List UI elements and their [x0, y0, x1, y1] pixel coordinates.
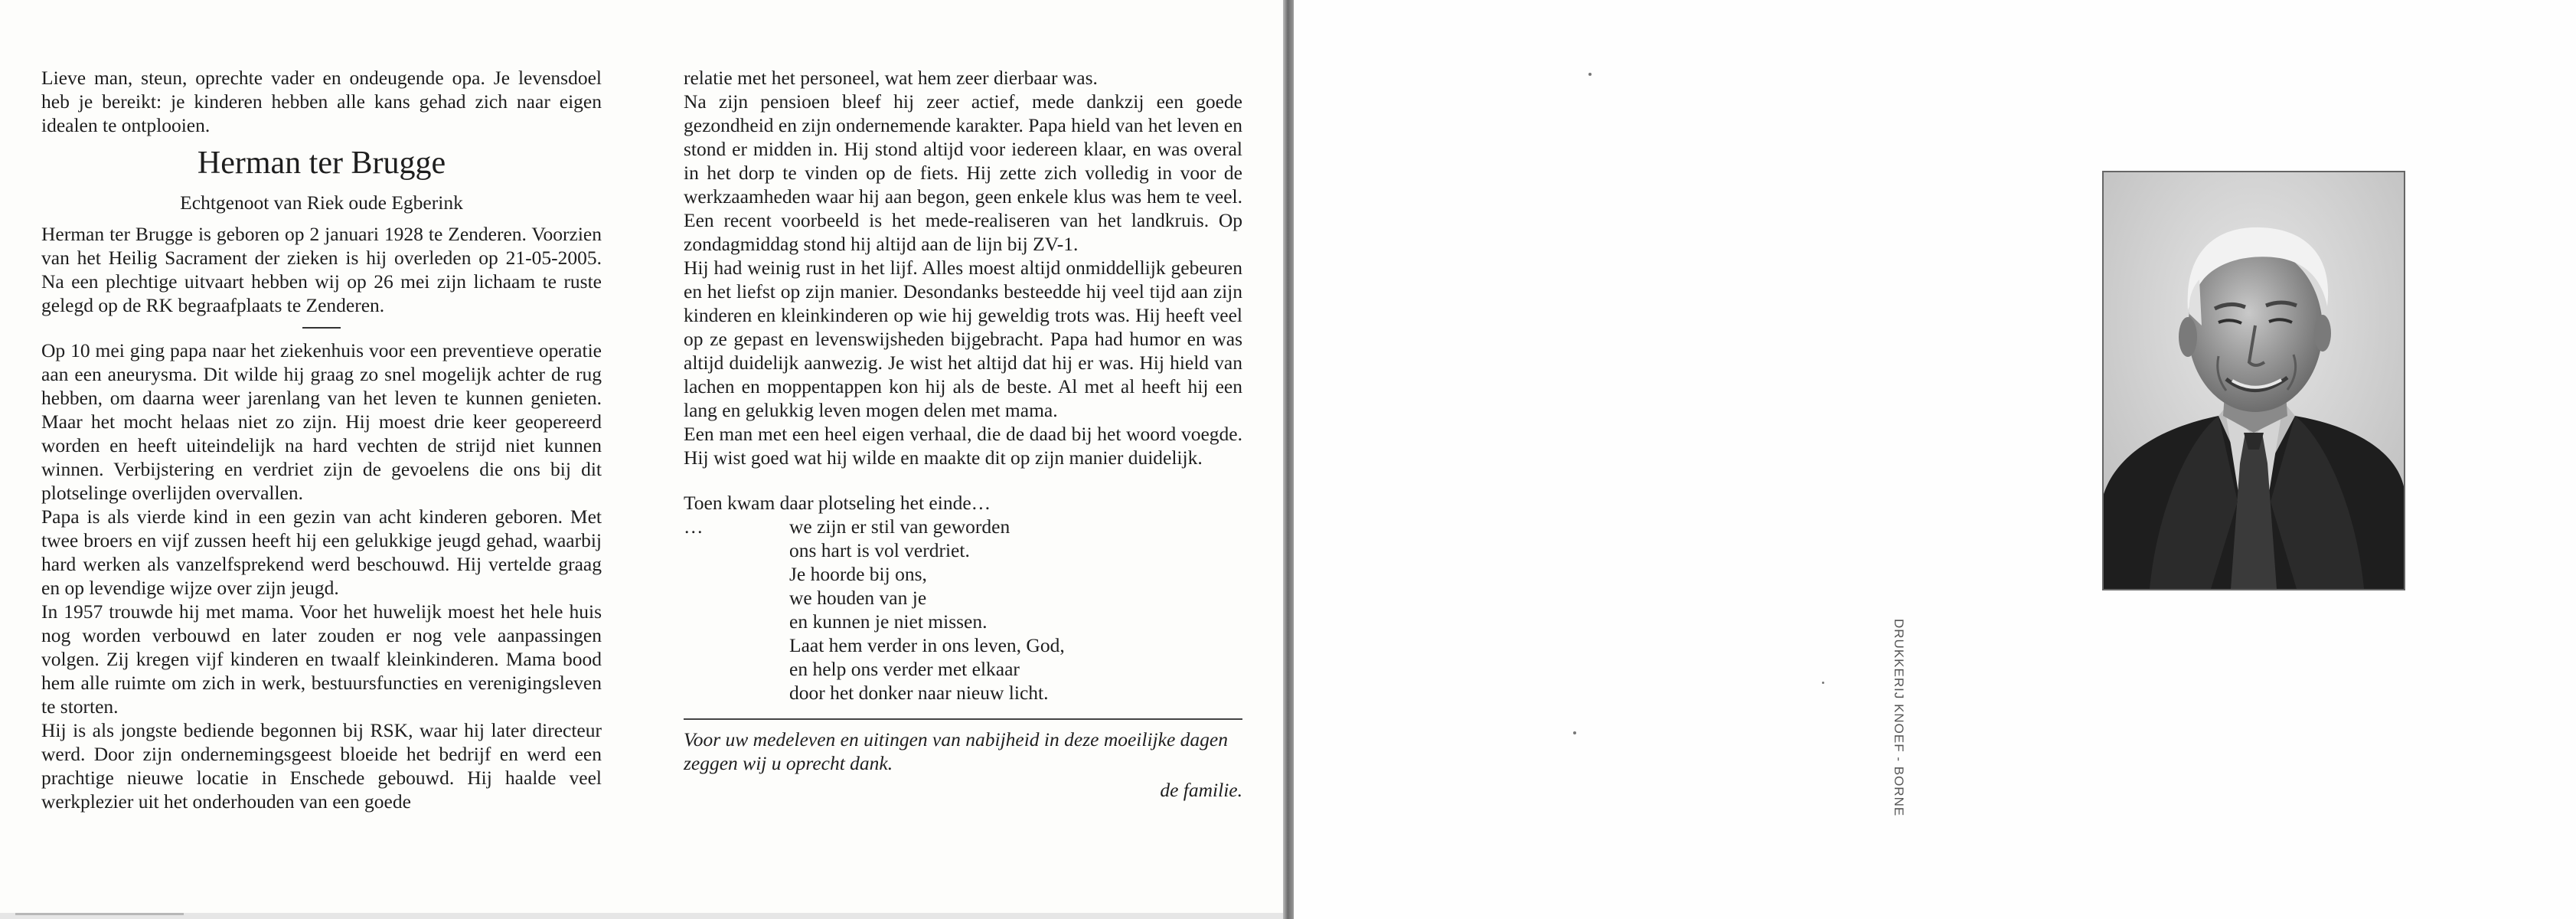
spacer — [684, 469, 1242, 480]
paragraph: Hij had weinig rust in het lijf. Alles moest altijd onmiddellijk gebeuren en het liefst op zijn manier. Desondanks besteedde hij veel tijd aan zijn kinderen en kleinkinderen op wie hij geweldig trots was. Hij heeft veel op ze gepast en levenswijsheden bijgebracht. Papa had humor en was altijd duidelijk aanwezig. Je wist het altijd dat hij er was. Hij hield van lachen en moppentappen kon hij als de beste. Al met al heeft hij een lang en gelukkig leven mogen delen met mama. — [684, 257, 1242, 421]
right-text-column — [684, 66, 1242, 802]
paragraph: Hij is als jongste bediende begonnen bij RSK, waar hij later directeur werd. Door zijn ondernemingsgeest bloeide het bedrijf en werd een prachtige nieuwe locatie in Enschede gebouwd. Hij haalde veel werkplezier uit het onderhouden van een goede — [41, 719, 602, 813]
paragraph: In 1957 trouwde hij met mama. Voor het huwelijk moest het hele huis nog worden verbouwd en later zouden er nog vele aanpassingen volgen. Zij kregen vijf kinderen en twaalf kleinkinderen. Mama bood hem alle ruimte om zich in werk, bestuursfuncties en verenigingsleven te storten. — [41, 600, 602, 718]
poem-line: Je hoorde bij ons, — [789, 563, 927, 585]
poem-line: Laat hem verder in ons leven, God, — [789, 634, 1065, 656]
deceased-name: Herman ter Brugge — [197, 146, 446, 181]
poem-line: we houden van je — [789, 587, 927, 609]
printer-credit-text: DRUKKERIJ KNOEF - BORNE — [1892, 619, 1906, 817]
paragraph: Papa is als vierde kind in een gezin van acht kinderen geboren. Met twee broers en vijf zussen heeft hij een gelukkige jeugd gehad, waarbij hard werken als vanzelfsprekend werd beschouwd. Hij vertelde graag en op levendige wijze over zijn jeugd. — [41, 505, 602, 599]
paragraph: Op 10 mei ging papa naar het ziekenhuis voor een preventieve operatie aan een aneurysma. Dit wilde hij graag zo snel mogelijk achter de rug hebben, om daarna weer jarenlang van het leven te kunnen genieten. Maar het mocht helaas niet zo zijn. Hij moest drie keer geopereerd worden en heeft uiteindelijk na hard vechten de strijd niet kunnen winnen. Verbijstering en verdriet zijn de gevoelens die ons bij dit plotselinge overlijden overvallen. — [41, 339, 602, 504]
poem-line: door het donker naar nieuw licht. — [789, 682, 1049, 704]
poem-line: en kunnen je niet missen. — [789, 610, 988, 633]
left-text-column — [41, 66, 602, 813]
printer-credit — [1891, 619, 1921, 826]
card-fold — [1283, 0, 1294, 919]
print-speck — [1822, 682, 1824, 684]
family-signature: de familie. — [1160, 779, 1242, 801]
print-speck — [1573, 731, 1576, 734]
intro-text: Lieve man, steun, oprechte vader en ondeugende opa. Je levensdoel heb je bereikt: je kinderen hebben alle kans gehad zich naar eigen idealen te ontplooien. — [41, 67, 602, 136]
death-notice: Herman ter Brugge is geboren op 2 januari 1928 te Zenderen. Voorzien van het Heilig Sacrament der zieken is hij overleden op 21-05-2005. Na een plechtige uitvaart hebben wij op 26 mei zijn lichaam te ruste gelegd op de RK begraafplaats te Zenderen. — [41, 223, 602, 316]
poem-line: ons hart is vol verdriet. — [789, 539, 970, 561]
paragraph: relatie met het personeel, wat hem zeer dierbaar was. — [684, 67, 1098, 89]
poem-line: we zijn er stil van geworden — [789, 515, 1010, 538]
scan-mark — [15, 913, 184, 915]
scan-edge — [0, 913, 1283, 919]
thanks-note: Voor uw medeleven en uitingen van nabijheid in deze moeilijke dagen zeggen wij u oprecht dank. — [684, 728, 1228, 774]
poem-lead: Toen kwam daar plotseling het einde… — [684, 492, 991, 514]
paragraph: Een man met een heel eigen verhaal, die de daad bij het woord voegde. Hij wist goed wat hij wilde en maakte dit op zijn manier duidelijk. — [684, 423, 1242, 469]
spacer — [684, 480, 1242, 491]
portrait-photo — [2102, 171, 2405, 590]
poem — [684, 515, 1242, 705]
print-speck — [1588, 73, 1592, 76]
short-divider — [302, 327, 341, 329]
portrait-photo-icon — [2104, 172, 2404, 589]
poem-line: en help ons verder met elkaar — [789, 658, 1020, 680]
left-card-page — [0, 0, 1283, 913]
paragraph: Na zijn pensioen bleef hij zeer actief, mede dankzij een goede gezondheid en zijn ondernemende karakter. Papa hield van het leven en stond er midden in. Hij stond altijd voor iedereen klaar, en was overal in het dorp te vinden op de fiets. Hij zette zich volledig in voor de werkzaamheden waar hij aan begon, geen enkele klus was hem te veel. Een recent voorbeeld is het mede-realiseren van het landkruis. Op zondagmiddag stond hij altijd aan de lijn bij ZV-1. — [684, 90, 1242, 255]
poem-lines — [789, 515, 1242, 705]
spouse-line: Echtgenoot van Riek oude Egberink — [180, 191, 463, 214]
long-divider — [684, 718, 1242, 720]
poem-ellipsis: … — [684, 515, 704, 538]
